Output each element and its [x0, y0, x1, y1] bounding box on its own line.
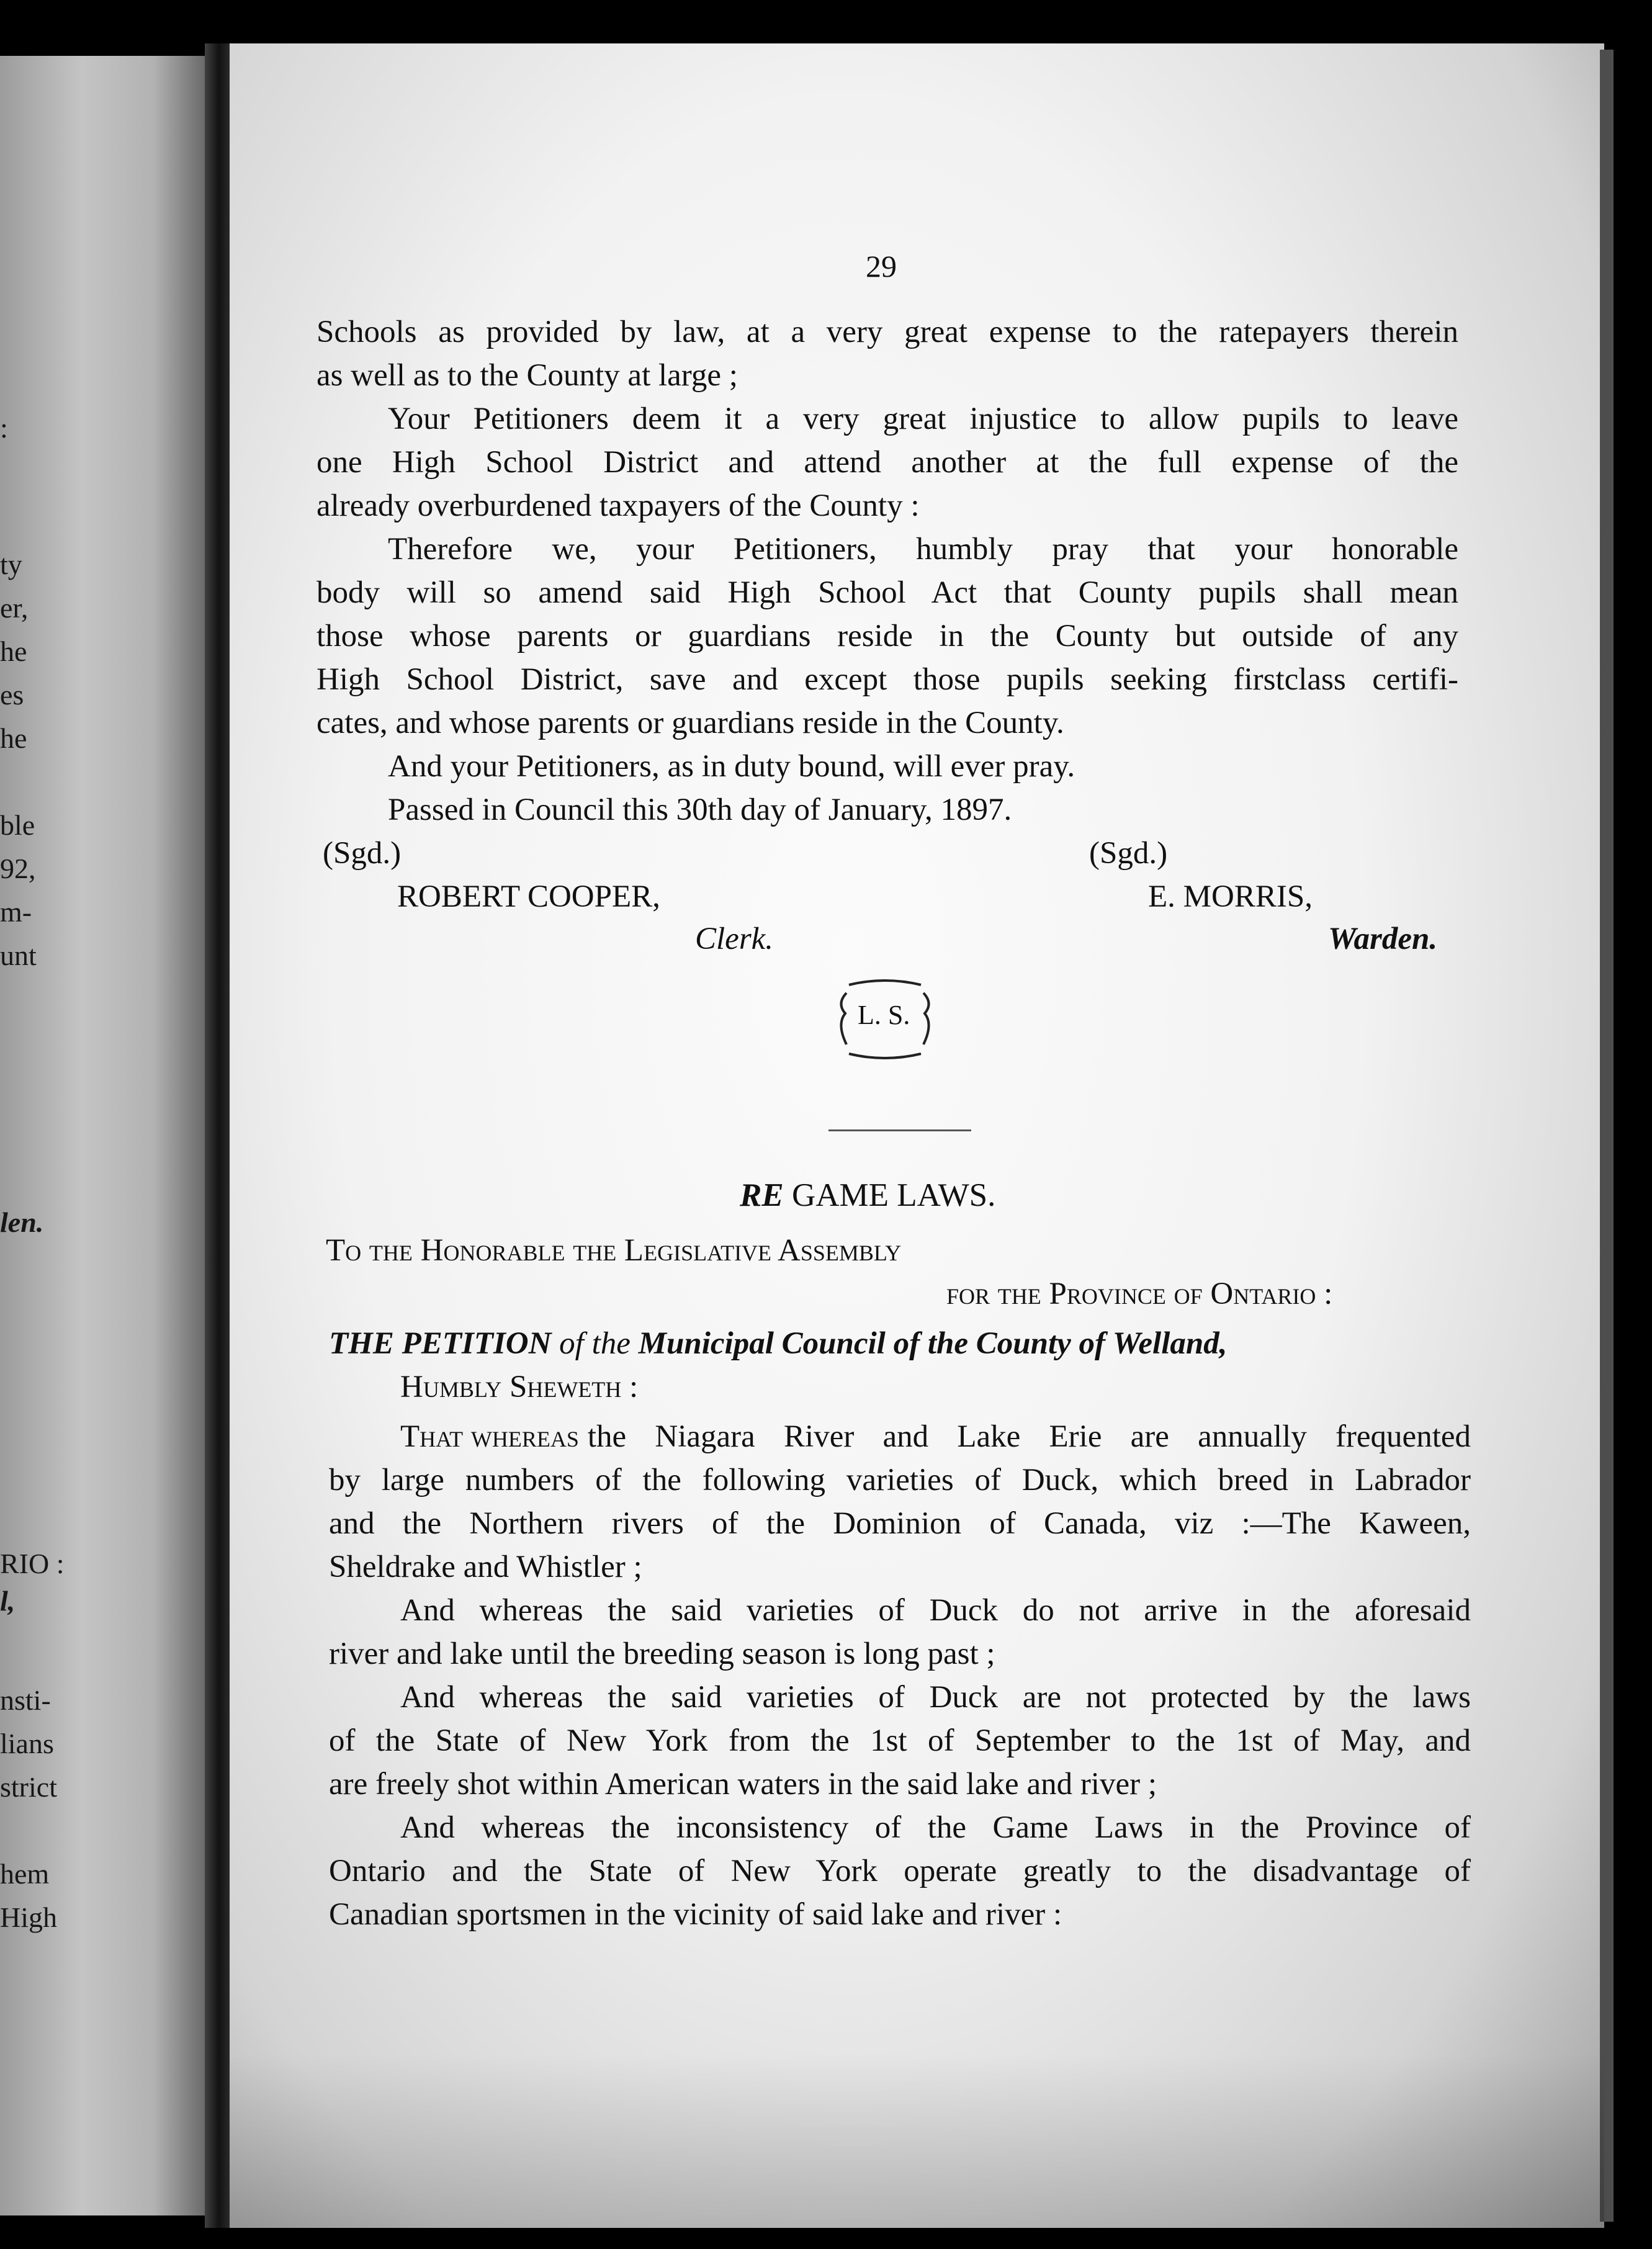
- facing-page-fragment: High: [0, 1901, 57, 1933]
- text-line: And whereas the said varieties of Duck are not protected by the laws: [400, 1680, 1471, 1715]
- page-bottom-shadow: [230, 2054, 1604, 2228]
- signed-mark-left: (Sgd.): [323, 836, 402, 871]
- facing-page-fragment: hem: [0, 1858, 50, 1890]
- text-line: cates, and whose parents or guardians reside in the County.: [316, 706, 1064, 740]
- facing-page-fragment: strict: [0, 1771, 57, 1803]
- text-line: body will so amend said High School Act that County pupils shall mean: [316, 575, 1458, 610]
- text-line: [400, 1417, 1471, 1456]
- text-line: And whereas the said varieties of Duck do not arrive in the aforesaid: [400, 1593, 1471, 1628]
- text-line: Ontario and the State of New York operate greatly to the disadvantage of: [329, 1854, 1471, 1888]
- text-line: High School District, save and except those pupils seeking firstclass certifi-: [316, 662, 1458, 697]
- facing-page-fragment: m-: [0, 896, 32, 928]
- facing-page-fragment: l,: [0, 1585, 16, 1617]
- petition-of: of the: [559, 1326, 631, 1361]
- address-line: for the Province of Ontario :: [946, 1277, 1333, 1311]
- warden-name: E. MORRIS,: [1148, 879, 1313, 914]
- closing-prayer: And your Petitioners, as in duty bound, will ever pray.: [388, 749, 1075, 784]
- text-line: Schools as provided by law, at a very great expense to the ratepayers therein: [316, 315, 1458, 349]
- text-line: And whereas the inconsistency of the Game Laws in the Province of: [400, 1810, 1471, 1845]
- facing-page-edge: [0, 56, 205, 2215]
- text-line: those whose parents or guardians reside in the County but outside of any: [316, 619, 1458, 653]
- address-line: To the Honorable the Legislative Assembly: [326, 1233, 902, 1268]
- section-heading: [740, 1176, 995, 1214]
- text-line: river and lake until the breeding season is long past ;: [329, 1636, 995, 1671]
- facing-page-fragment: nsti-: [0, 1684, 51, 1716]
- section-divider: [828, 1129, 971, 1131]
- clerk-title: Clerk.: [695, 922, 774, 956]
- text-line: already overburdened taxpayers of the County :: [316, 488, 920, 523]
- text-line: Your Petitioners deem it a very great injustice to allow pupils to leave: [388, 402, 1458, 436]
- text-line: of the State of New York from the 1st of September to the 1st of May, and: [329, 1723, 1471, 1758]
- humbly-sheweth: Humbly Sheweth :: [400, 1370, 639, 1404]
- page-edge-shadow: [1600, 50, 1614, 2222]
- facing-page-fragment: he: [0, 635, 27, 667]
- facing-page-fragment: es: [0, 679, 24, 711]
- warden-title: Warden.: [1328, 922, 1438, 956]
- petition-title: [329, 1324, 1228, 1363]
- petition-bold: THE PETITION: [329, 1326, 552, 1361]
- book-gutter: [205, 43, 233, 2228]
- facing-page-fragment: ble: [0, 809, 35, 841]
- facing-page-fragment: he: [0, 722, 27, 754]
- passed-date: Passed in Council this 30th day of January, 1897.: [388, 792, 1012, 827]
- para-lead: That whereas: [400, 1419, 579, 1454]
- signed-mark-right: (Sgd.): [1089, 836, 1168, 871]
- clerk-name: ROBERT COOPER,: [397, 879, 660, 914]
- text-line: as well as to the County at large ;: [316, 358, 738, 393]
- text-line: are freely shot within American waters in the said lake and river ;: [329, 1767, 1157, 1802]
- facing-page-fragment: unt: [0, 940, 37, 971]
- facing-page-fragment: RIO :: [0, 1548, 65, 1579]
- page-number: 29: [866, 249, 897, 284]
- facing-page-fragment: lians: [0, 1728, 54, 1759]
- facing-page-fragment: len.: [0, 1206, 44, 1238]
- facing-page-fragment: ty: [0, 549, 22, 580]
- heading-re: RE: [740, 1177, 784, 1213]
- facing-page-fragment: er,: [0, 592, 29, 624]
- seal-text: L. S.: [858, 1000, 910, 1030]
- text-line: Canadian sportsmen in the vicinity of said lake and river :: [329, 1897, 1062, 1932]
- heading-title: GAME LAWS.: [791, 1177, 996, 1213]
- text-line: Therefore we, your Petitioners, humbly pray that your honorable: [388, 532, 1458, 567]
- text-line: one High School District and attend another at the full expense of the: [316, 445, 1458, 480]
- text-line: and the Northern rivers of the Dominion of Canada, viz :—The Kaween,: [329, 1506, 1471, 1541]
- para-text: the Niagara River and Lake Erie are annually frequented: [587, 1419, 1471, 1454]
- facing-page-fragment: 92,: [0, 853, 36, 884]
- facing-page-fragment: :: [0, 412, 8, 444]
- petition-council: Municipal Council of the County of Welland,: [638, 1326, 1228, 1361]
- text-line: Sheldrake and Whistler ;: [329, 1550, 642, 1584]
- text-line: by large numbers of the following varieties of Duck, which breed in Labrador: [329, 1463, 1471, 1497]
